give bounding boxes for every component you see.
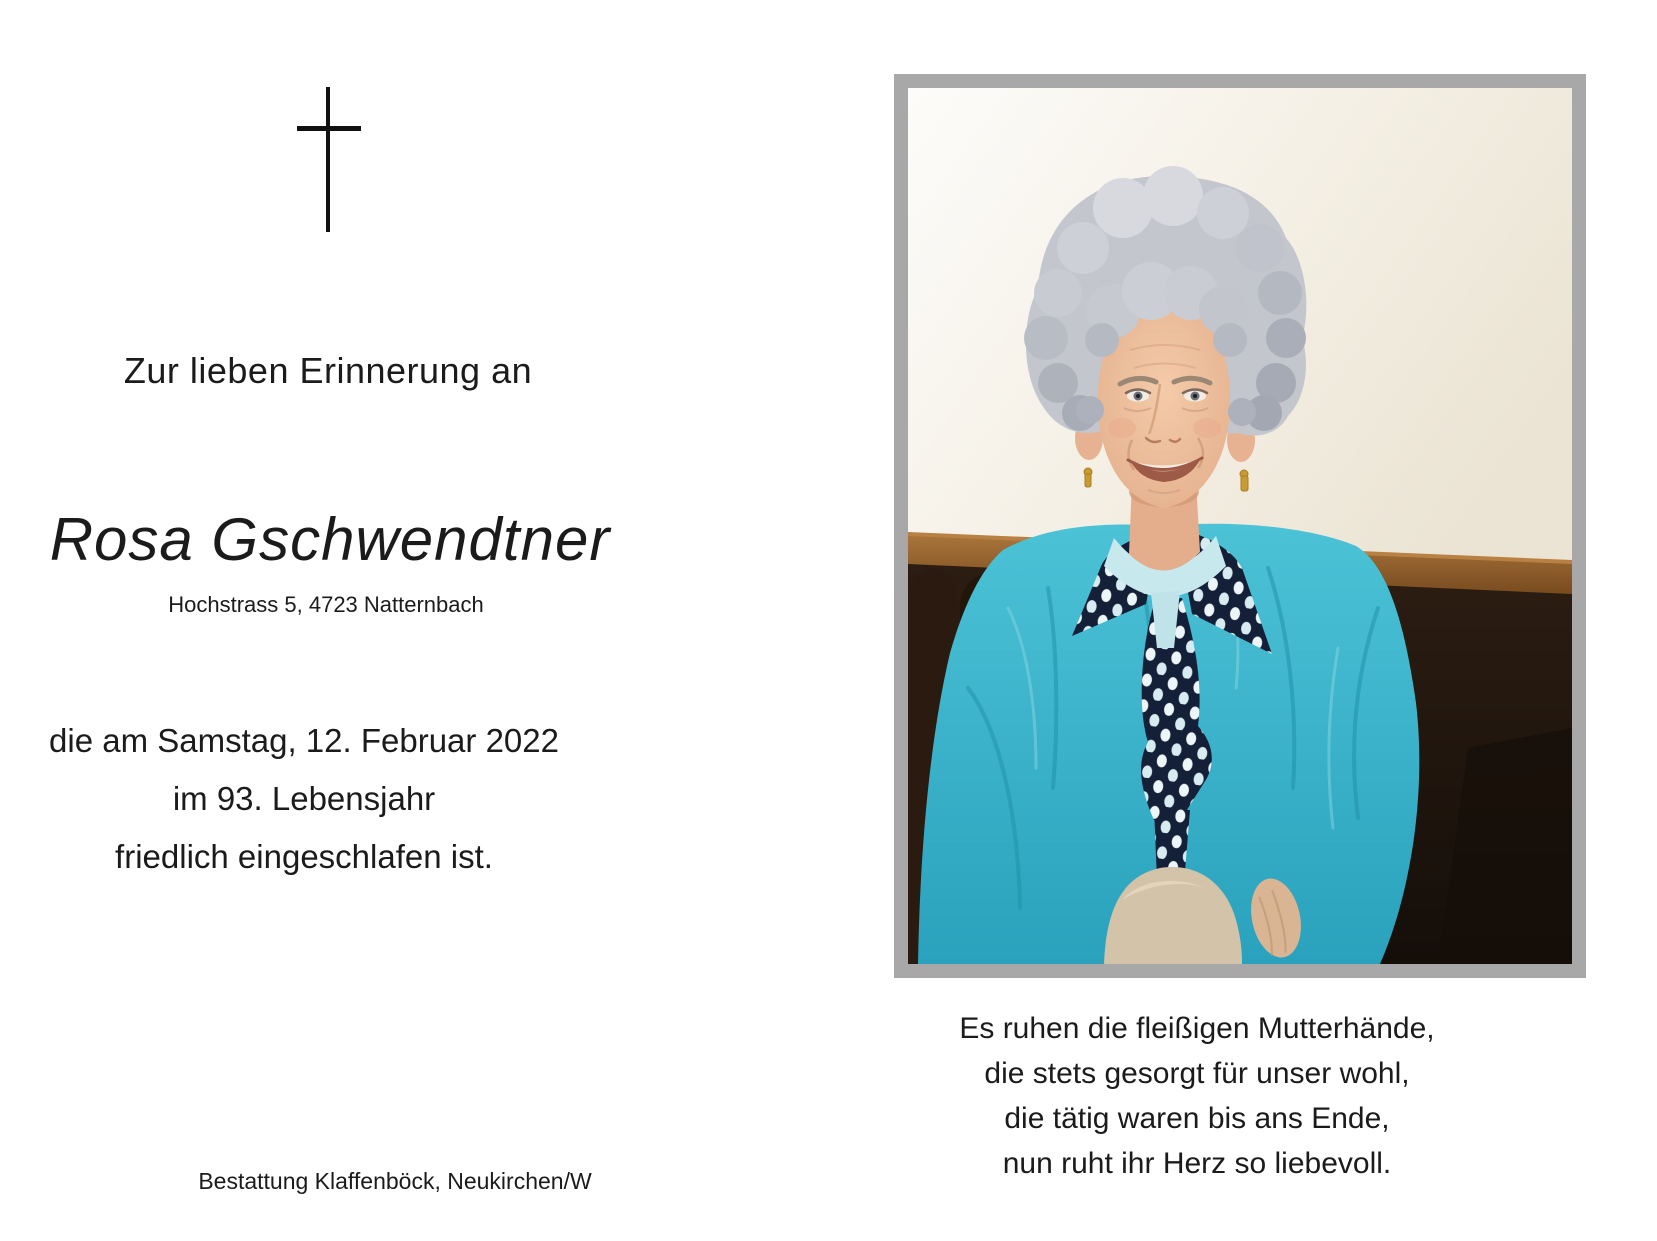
death-notice-line: friedlich eingeschlafen ist. <box>115 838 493 875</box>
cross-icon <box>297 87 361 232</box>
poem-line: Es ruhen die fleißigen Mutterhände, <box>959 1012 1435 1045</box>
intro-text: Zur lieben Erinnerung an <box>123 350 533 391</box>
cross-horizontal-bar <box>297 126 361 131</box>
cross-vertical-bar <box>326 87 330 232</box>
deceased-name: Rosa Gschwendtner <box>49 506 611 573</box>
death-notice-line: im 93. Lebensjahr <box>172 780 436 817</box>
deceased-address: Hochstrass 5, 4723 Natternbach <box>168 592 484 617</box>
poem-line: die tätig waren bis ans Ende, <box>1004 1102 1390 1135</box>
death-notice-line: die am Samstag, 12. Februar 2022 <box>49 722 559 759</box>
death-notice <box>49 712 559 886</box>
memorial-poem <box>959 1006 1434 1186</box>
portrait-illustration <box>908 88 1572 964</box>
portrait-photo <box>894 74 1586 978</box>
poem-line: nun ruht ihr Herz so liebevoll. <box>1002 1147 1392 1180</box>
funeral-home: Bestattung Klaffenböck, Neukirchen/W <box>198 1168 592 1194</box>
poem-line: die stets gesorgt für unser wohl, <box>984 1057 1410 1090</box>
